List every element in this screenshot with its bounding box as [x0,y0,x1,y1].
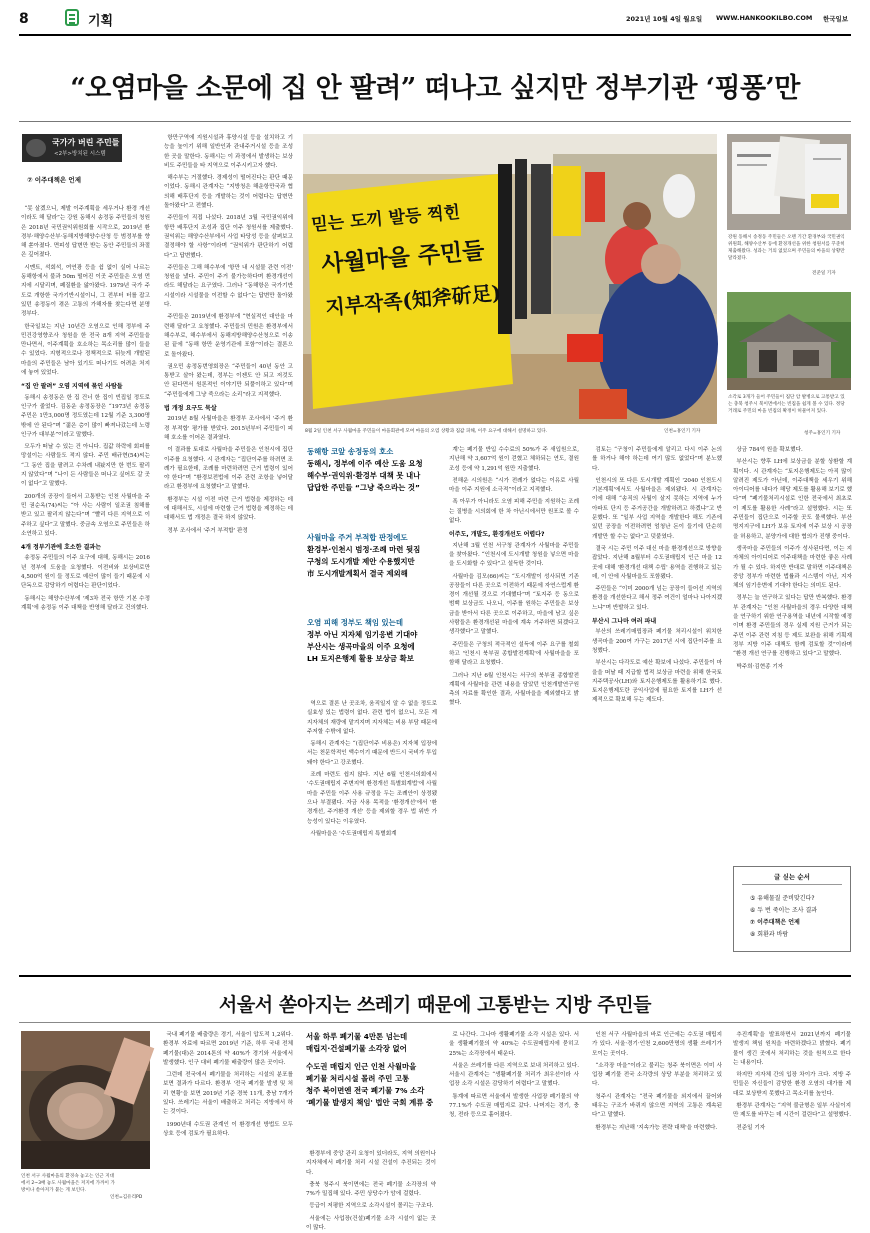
subheading: 이주도, 개발도, 환경개선도 어렵다? [449,531,545,539]
paragraph: 추진계획'을 발표하면서 2021년까지 폐기물 발생지 책임 원칙을 마련하겠다고 밝혔다. 폐기물이 생긴 곳에서 처리하는 것을 원칙으로 한다는 내용이다. [733,1032,851,1066]
deck-responsibility: 오염 피해 정부도 책임 있는데 정부 아닌 지자체 임기응변 기대야 부산시는 생곡마을의 이주 요청에 LH 토지은행제 활용 보상금 확보 [307,618,418,663]
paragraph: 그런데 전국에서 폐기물을 처리하는 시설의 분포를 보면 결과가 다르다. 환경부 '전국 폐기물 발생 및 처리 현황'을 보면 2019년 기준 경북 11개, 충남 7개가 있다. 쓰레기는 서울이 배출하고 처리는 지방에서 하는 것이다. [163,1072,293,1116]
paragraph: 서울에는 사업장(건설)폐기물 소각 시설이 없는 곳이 많다. [306,1215,436,1232]
paragraph: 동해시 관계자는 “(집단이주 비용은) 지자체 입장에서는 천문학적인 액수이기 때문에 반드시 국비가 투입돼야 한다”고 강조했다. [307,741,437,766]
article-column-2 [164,134,293,964]
paragraph: 환경부는 지난해 '지속가능 전략 대책'을 마련했다. [595,1124,718,1131]
paragraph: 부산의 쓰레기매립장과 폐기물 처리시설이 위치한 생곡마을 200여 가구는 2017년 시에 집단이주를 요청했다. [592,629,722,654]
paragraph: 주민들은 “이미 2000개 넘는 공장이 들어선 지역의 환경을 개선한다고 해서 정주 여건이 얼마나 나아지겠느냐”며 반발하고 있다. [592,586,722,611]
series-part: ⑦ 이주대책은 언제 [27,176,81,184]
side-photo-documents [727,134,851,230]
paragraph: 환경부에 중앙 관리 요청이 있더라도, 지역 의원이나 지자체에서 폐기물 처리 시설 건설이 추진되는 것이다. [306,1151,436,1176]
paragraph: 인천 서구 사월마을의 바로 인근에는 수도권 매립지가 있다. 서울·경기·인천 2,600만명의 생활 쓰레기가 모이는 곳이다. [592,1032,722,1057]
paragraph: 200개의 공장이 들어서 고통받는 인천 사월마을 주민 권순옥(74)씨는 “아 사는 사람이 일조권 침해를 받고 있고 팔리지 않는다”며 “빨리 다른 지역으로 이주하고 싶다”고 말했다. 중금속 오염으로 주민들은 하소연하고 있다. [21,493,150,537]
bottom-column-2 [306,1150,436,1232]
paragraph: 시멘트, 석회석, 여연광 등을 쉼 없이 실어 나르는 동해항에서 불과 50m 떨어진 이곳 주민들은 오염 먼지에 시달리며, 폐질환을 앓아왔다. 1979년 국가 주도로 개항한 국가기반시설이니, 그 전부터 터를 잡고 있던 송정동이 겪은 고통의 가해자를 찾는다면 분명 정부다. [21,264,150,318]
sign-line-3: 지부작족(知斧斫足) [324,280,503,320]
paragraph: 생곡마을 주민들의 이주가 성사된다면, 이는 지자체의 아이디어로 이주대책을 마련한 좋은 사례가 될 수 있다. 하지만 반대로 말하면 이주대책은 중앙 정부가 마련한 법률과 시스템이 아닌, 지자체의 임기응변에 기대야 한다는 의미도 된다. [733,545,852,590]
paragraph: 정부는 늘 연구하고 있다는 답만 반복했다. 환경부 관계자는 “인천 사월마을의 경우 다양한 대책을 연구하기 위한 연구용역을 내년에 시작할 예정이며 환경 주민들의 경우 실제 지원 근거가 되는 주민 이주 관련 지침 등 제도 보완을 위해 기획재정부 지방 이주 대책도 함께 검토할 것”이라며 “환경 개선 연구를 진행하고 있다”고 말했다. [733,595,852,658]
paragraph: 사월마을은 '수도권매립지 특별회계 [310,830,397,837]
series-order-title: 글 싣는 순서 [774,873,810,881]
series-title: 국가가 버린 주민들 [52,138,120,147]
paragraph: 모두가 떠날 수 있는 건 아니다. 집값 하락에 회피를 망설이는 사람들도 적지 않다. 주민 배규현(54)씨는 “그 동안 집을 팔려고 수차례 내놨지만 한 번도 팔리지 않았다”며 “나이 든 사람들은 떠나고 싶어도 갈 곳이 없다”고 말했다. [21,444,150,488]
paragraph: 전준일 기자 [736,1124,766,1131]
paragraph: “소각장 마을”이라고 불리는 청주 북이면은 이미 사업장 폐기물 전국 소각량의 상당 부분을 처리하고 있다. [592,1062,722,1088]
article-column-5 [592,446,722,966]
headline-rule [19,121,851,122]
paragraph: 박주희·김현종 기자 [736,663,784,670]
series-order-item: ⑤ 유해물질 준비맞긴다? [750,895,815,902]
article-column-1 [21,205,150,965]
side-photo-house-credit: 청주=홍인기 기자 [804,431,841,436]
paragraph: 사월마을 김모(66)씨는 “도시개발이 성사되면 기존 공장들이 다른 곳으로 이전하기 때문에 자연스럽게 환경이 개선될 것으로 기대했다”며 “토지주 등 동으로 범백 보상금도 나오니, 이주를 원하는 주민들은 보상금을 받아서 다른 곳으로 이주하고, 마을에 남고 싶은 사람들은 환경개선된 마을에 계속 거주하면 되겠다고 생각했다”고 말했다. [449,573,579,636]
series-order-item: ⑧ 회환과 바람 [750,931,789,938]
paragraph: 환경부 관계자는 “지역 불균형은 일부 사실이지만 제도를 바꾸는 데 시간이 걸린다”고 설명했다. [733,1103,851,1119]
paragraph: 주민들은 그해 해수부에 '항만 내 시설물 관련 이전' 청원을 냈다. 주민이 주거 불가능하다며 환경개선이라도 해달라는 요구였다. 그러나 “동해항은 국가기반시설이라 시설물을 이전할 수 없다”는 답변만 돌아왔다. [164,264,293,309]
paragraph: 통계에 따르면 서울에서 발생한 사업장 폐기물의 약 77.1%가 수도권 매립지로 갔다. 나머지는 경기, 충청, 전라 등으로 흩어졌다. [449,1093,579,1119]
paragraph: 주민들은 구청의 적극적인 설득에 이주 요구를 철회하고 '인천시 북부권 종합발전계획'에 사월마을을 포함해 달라고 요청했다. [449,641,579,667]
bottom-headline: 서울서 쏟아지는 쓰레기 때문에 고통받는 지방 주민들 [218,994,652,1016]
bottom-column-5 [733,1031,851,1213]
bottom-deck: 서울 하루 폐기물 4만톤 넘는데 매립지·건설폐기물 소각장 없어 수도권 매립지 인근 인천 사월마을 폐기물 처리시설 몰려 주민 고통 청주 북이면엔 전국 폐기물 7% 소각 '폐기물 발생지 책임' 법안 국회 계류 중 [306,1032,434,1107]
side-photo-documents-caption: 강원 동해시 송정동 주민들은 오랜 기간 환경부와 국민권익위원회, 해양수산부 등에 환경개선을 위한 청원서를 꾸준히 제출해왔다. 성과는 거의 없었으며 주민들의 마을의 상황만 달라졌다. [728,235,845,261]
paragraph: 전해운 시의원은 “시가 전례가 없다는 이유로 사월마을 이주 지원에 소극적”이라고 지적했다. [449,477,579,494]
paragraph: 그러나 지난 6월 인천시는 서구의 북부권 종합발전계획에 사월마을 관련 내용을 담았던 인천개발연구원 측의 자료를 확인한 결과, 사월마을을 제외했다고 밝혔다. [449,672,579,707]
paragraph: 항만구역에 지원시설과 휴양시설 등을 설치하고 기능을 높이기 위해 일반인과 관내주거시설 등을 조성한 곳을 말한다. 동해시는 이 과정에서 발생하는 보상비도 주민들을 타 지역으로 이주시키고자 했다. [164,135,293,169]
paragraph: 1990년대 수도권 관계인 이 환경개선 방법도 모두 상호 등에 검토가 필요하다. [163,1121,293,1137]
bottom-headline-rule [19,1022,851,1023]
paragraph: 상금 784억 원을 확보했다. [736,447,803,453]
paragraph: 인천시의 또 다른 도시개발 계획인 '2040 인천도시기본계획'에서도 사월마을은 제외됐다. 시 관계자는 이에 대해 “송직의 사월이 살지 못하는 지역에 누가 아파트 단지 등 주거공간을 개발하려고 하겠냐”고 반문했다. 또 “일부 사업 지역을 개발한다 해도 기존에 있던 공장을 이전하려면 엄청난 돈이 들기에 단순히 개발만 할 수는 없다”고 덧붙였다. [592,477,722,540]
paragraph: 검토는 “구청이 주민들에게 알리고 다시 이주 논의를 하거나 해야 하는데 여기 많도 없었다”며 분노했다. [592,447,722,472]
paragraph: 서울은 쓰레기를 다른 지역으로 보내 처리하고 있다. 서울시 관계자는 “생활폐기물 처리가 최우선이라 사업장 소각 시설은 감당하기 어렵다”고 말했다. [449,1062,579,1088]
paragraph: 주민들이 직접 나섰다. 2018년 3월 국민권익위에 항만 배후단지 조성과 집단 이주 청원서를 제출했다. 권익위는 해양수산부에서 사업 타당성 등을 살펴보고 결정해야 할 사항”이라며 “권익위가 판단하기 어렵다”고 답변했다. [164,215,293,259]
paragraph: 한국일보는 지난 10년간 오염으로 인해 정부에 주민건강영향조사 청원을 한 전국 8개 지역 주민들을 만나면서, 이주계획을 호소하는 목소리를 많이 들을 수 있었다. 지형적으로나 정책적으로 뒤늦게 개발된 마을의 주민들은 남아 있기도 떠나기도 어려운 처지에 놓여 있었다. [21,323,150,377]
bottom-column-1 [163,1031,293,1213]
article-column-4 [449,446,579,966]
series-subtitle: <2부>방치된 시스템 [54,151,106,157]
section-divider [19,975,851,977]
paragraph: 조례 마련도 쉽지 않다. 지난 6월 인천시의회에서 '수도권매립지 주변지역 환경개선 특별회계법'에 사월마을 주민들 이주 사용 규정을 두는 조례안이 상정됐으나 부결됐다. 자금 사용 목적을 '환경개선'에서 '환경개선, 주거환경 개선' 등을 제외할 경우 법 위반 가능성이 있다는 이유였다. [307,772,437,825]
deck-donghae: 동해항 코앞 송정동의 호소 동해시, 정부에 이주 예산 도움 요청 해수부·권익위·환경부 대책 못 내나 답답한 주민들 “그냥 죽으라는 것” [307,447,423,492]
bottom-photo-waste [21,1031,150,1169]
paragraph: 정부 조사에서 '주거 부적합' 판정 [167,527,248,534]
paragraph: 부산시는 향후 LH에 보상금을 분할 상환할 계획이다. 시 관계자는 “토지은행제도는 아직 많이 알려진 제도가 아닌데, 이주대책을 세우기 위해 아이디어를 내다가 해당 제도를 활용해 보기로 했다”며 “폐기물처리시설로 인한 전국에서 최초로 이 제도를 활용한 사례”라고 설명했다. 시는 또 주민들이 집단으로 이주할 곳도 물색했다. 부산 명지지구에 LH가 보유 토지에 이주 보상 시 공장을 허용하고, 분양가에 대한 협의가 진행 중이다. [733,459,852,540]
main-photo-caption: 8월 2일 인천 서구 사월마을 주민들이 마을회관에 모여 마을의 오염 상황과 집값 피해, 이주 요구에 대해서 설명하고 있다. [305,429,548,434]
side-photo-documents-credit: 전준일 기자 [812,271,836,276]
paragraph: 송정동 주민들의 이주 요구에 대해, 동해시는 2016년 정부에 도움을 요청했다. 이전비와 보상비로만 4,500억 원이 들 정도로 예산이 많이 들기 때문에 시 단독으로 감당하기 어렵다는 판단이었다. [21,555,150,590]
paragraph: 청주시 관계자는 “전국 폐기물을 외지에서 끌어와 태우는 구조가 바뀌지 않으면 지역의 고통은 계속된다”고 말했다. [592,1093,722,1119]
paragraph: 권오민 송정동번영회장은 “주민들이 40년 동안 고통받고 살아 왔는데, 정부는 이젠도 안 되고 저것도 안 된다면서 원론적인 이야기만 되풀이하고 있다”며 “주민들에게 그냥 죽으라는 소리”라고 지적했다. [164,363,293,398]
paragraph: 국내 폐기물 배출량은 경기, 서울이 압도적 1,2위다. 환경부 자료에 따르면 2019년 기준, 하루 국내 전체 폐기물(대)은 2014톤의 약 40%가 경기와 서울에서 발생했다. 인구 대비 폐기물 배출량이 많은 곳이다. [163,1032,293,1066]
sign-line-1: 믿는 도끼 발등 찍힌 [310,202,461,236]
deck-sawol: 사월마을 주거 부적합 판정에도 환경부·인천시 범정·조례 마련 뒷짐 구청의 도시개발 제안 수용했지만 市 도시개발계획서 결국 제외해 [307,533,421,578]
paragraph: “못 살겠으니, 제발 이주계획을 세우거나 환경 개선이라도 해 달라”는 강원 동해시 송정동 주민들의 청원은 2018년 국민권익위원회를 시작으로, 2019년 환경부·해양수산부·동해지방해양수산청 등 범정부를 향해 쏟아졌다. 면피성 답변만 받는 동안 주민들의 좌절은 깊어졌다. [21,206,150,259]
paragraph: 로 나간다. 그나마 생활폐기물 소각 시설은 있다. 서울 생활폐기물의 약 40%는 수도권매립지에 묻히고 25%는 소각장에서 태운다. [449,1032,579,1057]
header-rule [19,34,851,36]
paragraph: 폭 아무가 아니라도 오염 피해 주민을 지원하는 조례는 질병을 시의회에 한 차 아닌시에서만 원포로 볼 수 없다. [449,499,579,525]
paragraph: 이 결과를 토대로 사월마을 주민들은 인천시에 집단이주를 요청했다. 시 관계자는 “집단이주를 하려면 조례가 필요한데, 조례를 마련하려면 근거 법령이 있어야 한다”며 “환경보전법에 이주 관련 조항을 넣어달라고 환경부에 요청했다”고 말했다. [164,447,293,491]
paragraph: 주민들은 2019년에 환경부에 “현실적인 대안을 마련해 달라”고 요청했다. 주민들의 민원은 환경부에서 해수부로, 해수부에서 동해지방해양수산청으로 이송된 끝에 “동해 항만 운영기관에 포함”이라는 결론으로 돌아왔다. [164,314,293,358]
sign-line-2: 사월마을 주민들 [320,236,486,279]
issue-date: 2021년 10월 4일 월요일 [626,15,703,23]
article-column-6 [733,446,852,854]
side-photo-empty-house [727,292,851,390]
paragraph: 등급이 저평한 지역으로 소각시설이 몰리는 구조다. [309,1203,434,1210]
paragraph: 환경부는 시설 이전 마련 근거 법령을 제정하는 데에 대해서도, 시설에 마련할 근거 법령을 제정하는 데 대해서도 법 개정은 결국 하지 않았다. [164,496,293,522]
main-headline: “오염마을 소문에 집 안 팔려” 떠나고 싶지만 정부기관 ‘핑퐁’만 [70,73,800,104]
section-label: 기획 [88,14,114,29]
paragraph: 동해시 송정동은 한 집 건너 한 집이 빈집일 정도로 인구가 줄었다. 김동운 송정동장은 “1973년 송정동 주민은 1만3,000명 정도였는데 12월 기준 3,300명밖에 안 된다”며 “젊은 층이 많이 빠져나갔는데 노령인구가 대부분”이라고 말했다. [21,394,150,438]
article-column-3 [307,700,437,965]
series-order-item: ⑥ 두 번 죽이는 조사 결과 [750,907,818,914]
page-number: 8 [19,11,29,27]
bottom-column-4 [592,1031,722,1213]
paragraph: 역으로 결론 난 곳조차, 움직일지 알 수 없을 정도로 실효성 있는 법령이 없다. 관련 법이 없으니, 모든 게 지자체의 재량에 맡겨지며 지자체는 비용 부담 때문에 주저할 수밖에 없다. [307,701,437,735]
paragraph: 동해시는 해양수산부에 '제3차 전국 항만 기본 수정계획'에 송정동 이주 대책을 반영해 달라고 건의했다. [21,595,150,611]
subheading: 4개 정부기관에 호소한 결과는 [21,544,101,552]
main-photo-credit: 인천=홍인기 기자 [664,429,701,434]
series-order-item-current: ⑦ 이주대책은 언제 [750,919,800,926]
paragraph: 해수부는 거절했다. 경제성이 떨어진다는 판단 때문이었다. 동해시 관계자는 “지방청은 해운항만국과 협의해 배후단지 등을 개발하는 것이 어렵다는 답변만 돌아왔다”고 전했다. [164,175,293,210]
subheading: 법 개정 요구도 묵살 [164,405,217,413]
series-logo [22,134,122,162]
subheading: 부산시 그나마 여러 파내 [592,618,657,626]
bottom-photo-caption: 인천 서구 사월마을의 환경속 놓고는 인근 지대에서 2~3배 놓도 사월마을은 저지에 가까이 가방이나 쏟아져가 붙는 게 보인다. [21,1174,115,1193]
paragraph: 지난해 3월 인천 서구청 관계자가 사월마을 주민들을 찾아왔다. “인천시에 도시개발 청원을 넣으면 마을을 도시화할 수 있다”고 설득한 것이다. [449,542,579,568]
paragraph: 부산시는 다각도로 예산 확보에 나섰다. 주민들이 마을을 떠날 때 지급할 법적 보상금 마련을 위해 한국토지주택공사(LH)와 토지은행제도를 활용하기로 했다. 토지은행제도란 공익사업에 필요한 토지를 LH가 선제적으로 확보해 두는 제도다. [592,660,722,704]
paragraph: 결국 시는 주민 이주 대신 마을 환경개선으로 방향을 잡았다. 지난해 8월부터 수도권매립지 인근 마을 12곳에 대해 '환경개선 대책 수립' 용역을 진행하고 있는데, 이 안에 사월마을도 포함됐다. [592,545,722,580]
paragraph: 계'는 폐기물 반입 수수료의 50%가 주 새입원으로, 지난해 약 3,607억 원이 걷혔고 체하되는 연도, 결원 조성 등에 약 1,291억 원만 지출했다. [449,447,579,472]
section-icon [65,9,79,26]
subheading: “집 안 팔려” 오염 지역에 묶인 사람들 [21,383,123,391]
bottom-column-3 [449,1031,579,1213]
paragraph: 충북 청주시 북이면에는 전국 폐기물 소각장의 약 7%가 밀집해 있다. 주민 상당수가 암에 걸렸다. [306,1181,436,1198]
side-photo-house-caption: 소각로 3개가 들어 주민들이 집단 암 발병으로 고통받고 있는 충북 청주시 북이면에서는 빈집을 쉽게 볼 수 있다. 정당거래로 주민의 마을 빈집의 확정이 허물어져 있다. [728,395,845,414]
bottom-photo-credit: 인천=김유리PD [110,1195,143,1200]
website: WWW.HANKOOKILBO.COM [716,14,813,22]
main-photo [303,134,717,424]
paragraph: 2019년 8월 사월마을은 환경부 조사에서 '주거 환경 부적합' 평가를 받았다. 2015년부터 주민들이 피해 호소를 이어온 결과였다. [164,416,293,441]
paper-name: 한국일보 [823,15,849,23]
series-order-box [733,866,851,952]
paragraph: 하지만 지자체 간의 입장 차이가 크다. 지방 주민들은 자신들이 감당한 환경 오염의 대가를 제대로 보상받지 못했다고 목소리를 높인다. [733,1072,851,1097]
